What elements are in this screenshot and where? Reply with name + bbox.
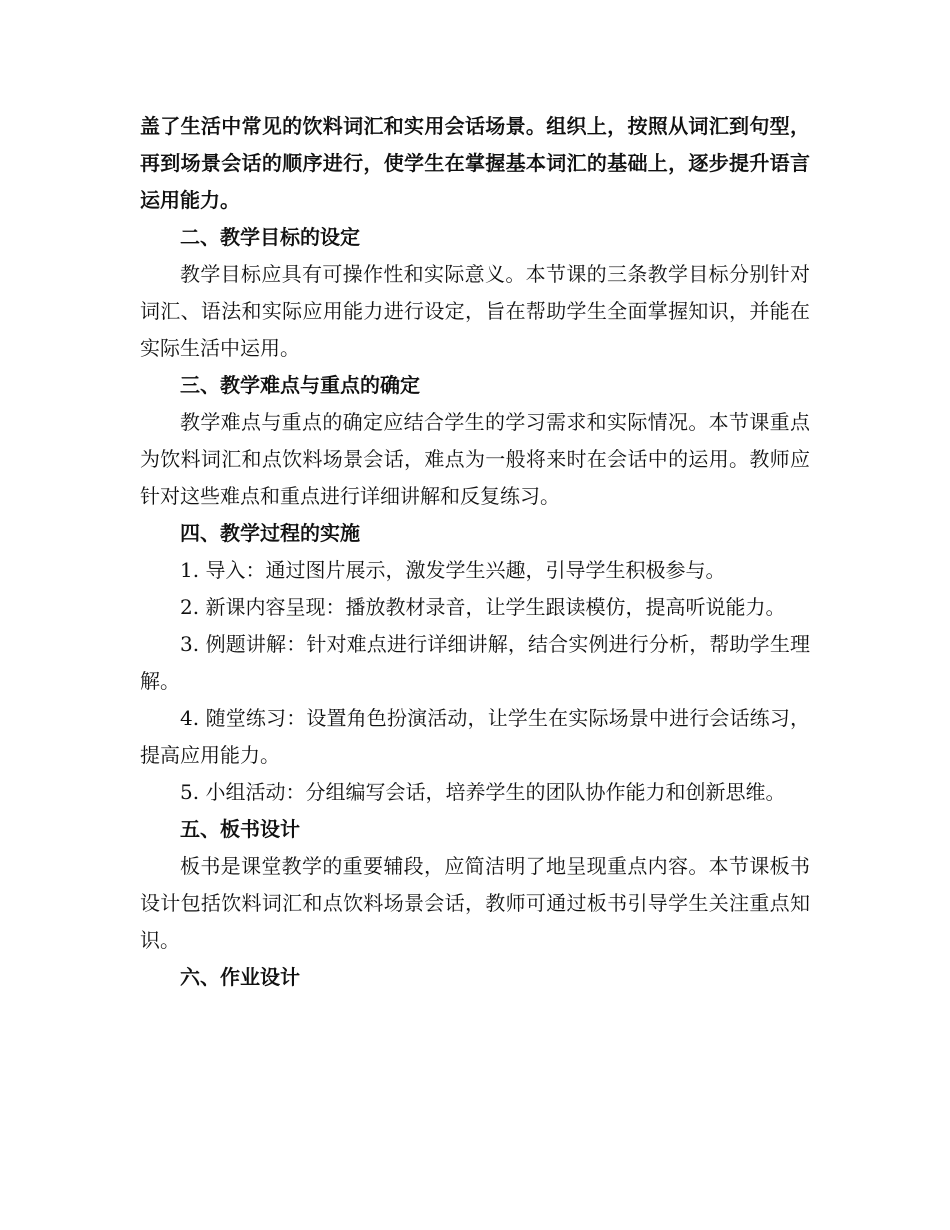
document-body [140, 108, 810, 996]
body-paragraph: 板书是课堂教学的重要辅段，应简洁明了地呈现重点内容。本节课板书设计包括饮料词汇和点饮料场景会话，教师可通过板书引导学生关注重点知识。 [140, 854, 810, 952]
list-item: 1. 导入：通过图片展示，激发学生兴趣，引导学生积极参与。 [180, 558, 726, 582]
section-heading-homework-design: 六、作业设计 [180, 965, 300, 989]
section-heading-teaching-goals: 二、教学目标的设定 [180, 225, 360, 249]
list-item: 5. 小组活动：分组编写会话，培养学生的团队协作能力和创新思维。 [180, 780, 786, 804]
list-item: 2. 新课内容呈现：播放教材录音，让学生跟读模仿，提高听说能力。 [180, 595, 786, 619]
intro-continuation-paragraph: 盖了生活中常见的饮料词汇和实用会话场景。组织上，按照从词汇到句型，再到场景会话的顺序进行，使学生在掌握基本词汇的基础上，逐步提升语言运用能力。 [140, 114, 810, 212]
list-item: 4. 随堂练习：设置角色扮演活动，让学生在实际场景中进行会话练习，提高应用能力。 [140, 706, 810, 767]
list-item: 3. 例题讲解：针对难点进行详细讲解，结合实例进行分析，帮助学生理解。 [140, 632, 810, 693]
section-heading-blackboard-design: 五、板书设计 [180, 817, 300, 841]
section-heading-key-points: 三、教学难点与重点的确定 [180, 373, 420, 397]
section-heading-teaching-process: 四、教学过程的实施 [180, 521, 360, 545]
body-paragraph: 教学难点与重点的确定应结合学生的学习需求和实际情况。本节课重点为饮料词汇和点饮料场景会话，难点为一般将来时在会话中的运用。教师应针对这些难点和重点进行详细讲解和反复练习。 [140, 410, 810, 508]
body-paragraph: 教学目标应具有可操作性和实际意义。本节课的三条教学目标分别针对词汇、语法和实际应用能力进行设定，旨在帮助学生全面掌握知识，并能在实际生活中运用。 [140, 262, 810, 360]
